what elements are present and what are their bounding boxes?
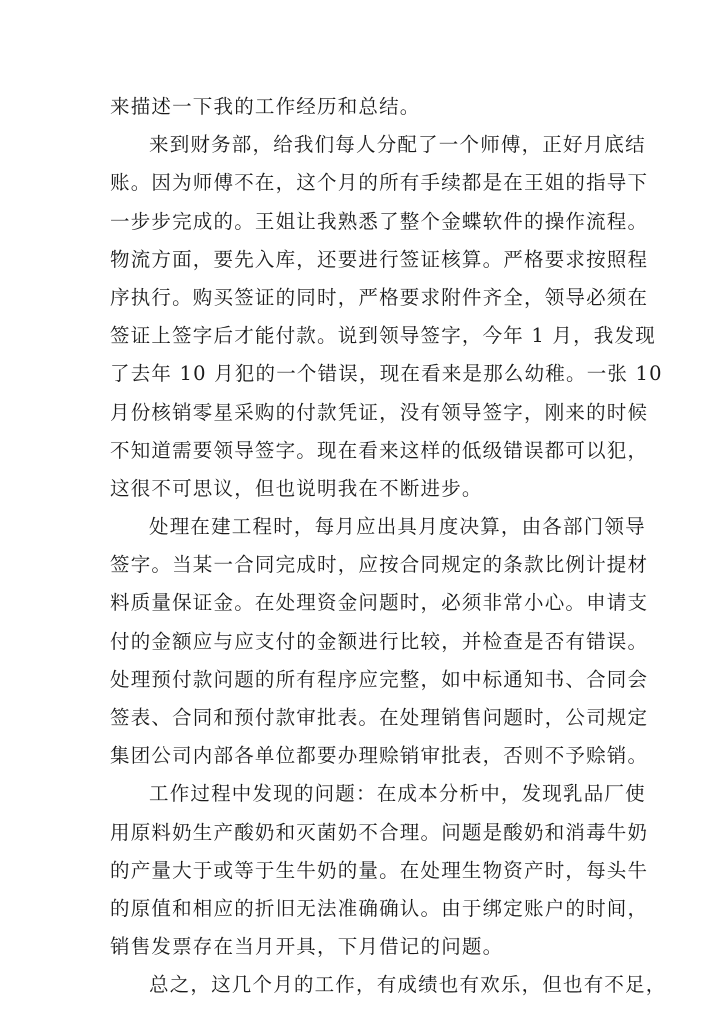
text-line: 了去年 10 月犯的一个错误，现在看来是那么幼稚。一张 10: [110, 362, 663, 386]
text-line: 来到财务部，给我们每人分配了一个师傅，正好月底结: [149, 133, 646, 157]
text-line: 的原值和相应的折旧无法准确确认。由于绑定账户的时间，: [110, 896, 649, 920]
text-line: 不知道需要领导签字。现在看来这样的低级错误都可以犯，: [110, 438, 649, 462]
text-line: 序执行。购买签证的同时，严格要求附件齐全，领导必须在: [110, 285, 649, 309]
text-line: 用原料奶生产酸奶和灭菌奶不合理。问题是酸奶和消毒牛奶: [110, 820, 649, 844]
text-line: 处理预付款问题的所有程序应完整，如中标通知书、合同会: [110, 667, 649, 691]
text-line: 来描述一下我的工作经历和总结。: [110, 95, 421, 118]
text-line: 签字。当某一合同完成时，应按合同规定的条款比例计提材: [110, 553, 649, 577]
text-line: 的产量大于或等于生牛奶的量。在处理生物资产时，每头牛: [110, 858, 649, 882]
text-line: 这很不可思议，但也说明我在不断进步。: [110, 476, 483, 500]
text-line: 签表、合同和预付款审批表。在处理销售问题时，公司规定: [110, 706, 649, 729]
text-line: 签证上签字后才能付款。说到领导签字，今年 1 月，我发现: [110, 324, 656, 348]
text-line: 月份核销零星采购的付款凭证，没有领导签字，刚来的时候: [110, 400, 649, 424]
text-line: 总之，这几个月的工作，有成绩也有欢乐，但也有不足，: [149, 973, 667, 997]
text-line: 一步步完成的。王姐让我熟悉了整个金蝶软件的操作流程。: [110, 209, 649, 233]
text-line: 付的金额应与应支付的金额进行比较，并检查是否有错误。: [110, 629, 649, 653]
text-line: 账。因为师傅不在，这个月的所有手续都是在王姐的指导下: [110, 171, 649, 195]
text-line: 处理在建工程时，每月应出具月度决算，由各部门领导: [149, 515, 646, 539]
text-line: 物流方面，要先入库，还要进行签证核算。严格要求按照程: [110, 247, 649, 271]
text-line: 集团公司内部各单位都要办理赊销审批表，否则不予赊销。: [110, 744, 649, 768]
text-line: 料质量保证金。在处理资金问题时，必须非常小心。申请支: [110, 591, 649, 615]
text-line: 销售发票存在当月开具，下月借记的问题。: [110, 935, 504, 959]
text-line: 工作过程中发现的问题：在成本分析中，发现乳品厂使: [149, 782, 646, 806]
body-text: [110, 88, 667, 1005]
